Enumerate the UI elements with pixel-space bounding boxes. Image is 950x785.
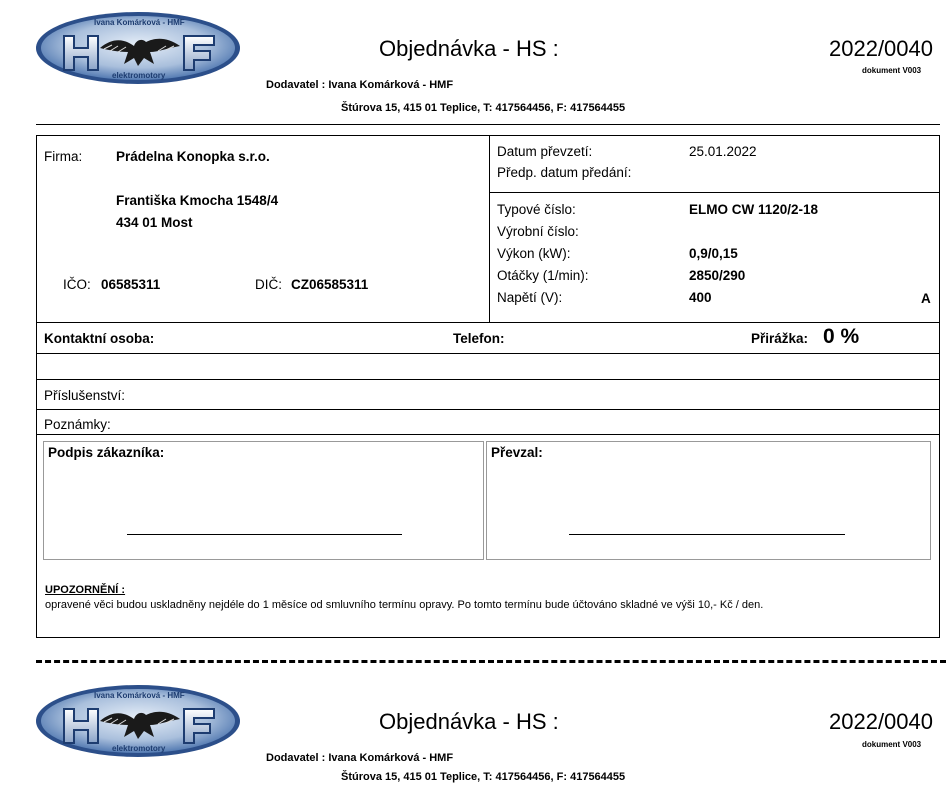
dic-label: DIČ: — [255, 277, 282, 292]
typ-label: Typové číslo: — [497, 202, 576, 217]
supplier-address-copy: Štúrova 15, 415 01 Teplice, T: 417564456, F: 417564455 — [341, 771, 626, 783]
customer-signature-label: Podpis zákazníka: — [48, 445, 165, 460]
otacky-value: 2850/290 — [689, 268, 746, 283]
ico-value: 06585311 — [101, 277, 161, 292]
document-number: 2022/0040 — [829, 36, 933, 61]
vyrobni-label: Výrobní číslo: — [497, 224, 579, 239]
notice-title: UPOZORNĚNÍ : — [45, 584, 126, 596]
customer-street: Františka Kmocha 1548/4 — [116, 193, 279, 208]
customer-signature-line — [127, 534, 402, 535]
kontakt-label: Kontaktní osoba: — [44, 331, 155, 346]
prirazka-label: Přirážka: — [751, 331, 809, 346]
document-code-copy: dokument V003 — [862, 740, 922, 749]
ico-label: IČO: — [63, 277, 91, 292]
supplier-line-copy: Dodavatel : Ivana Komárková - HMF — [266, 752, 454, 764]
logo-top-text: Ivana Komárková - HMF — [94, 18, 185, 27]
typ-value: ELMO CW 1120/2-18 — [689, 202, 819, 217]
logo-top-text-copy: Ivana Komárková - HMF — [94, 691, 185, 700]
logo-bottom-text: elektromotory — [112, 71, 166, 80]
firma-value: Prádelna Konopka s.r.o. — [116, 149, 270, 164]
document-code: dokument V003 — [862, 66, 922, 75]
napeti-value: 400 — [689, 290, 712, 305]
cut-line — [36, 660, 946, 663]
poznamky-label: Poznámky: — [44, 417, 111, 432]
unit-flag: A — [921, 291, 931, 306]
company-logo — [34, 10, 242, 86]
supplier-address: Štúrova 15, 415 01 Teplice, T: 417564456, F: 417564455 — [341, 102, 626, 114]
header-divider — [36, 124, 940, 125]
datum-prevzeti-value: 25.01.2022 — [689, 144, 757, 159]
customer-signature-box — [43, 441, 484, 560]
company-logo-copy — [34, 683, 242, 759]
telefon-label: Telefon: — [453, 331, 505, 346]
firma-label: Firma: — [44, 149, 83, 164]
document-title-copy: Objednávka - HS : — [379, 709, 559, 734]
column-divider — [489, 136, 490, 322]
received-signature-box — [486, 441, 931, 560]
signatures-row-top — [37, 434, 939, 435]
otacky-label: Otáčky (1/min): — [497, 268, 589, 283]
prislusenstvi-row-top — [37, 379, 939, 380]
prirazka-value: 0 % — [823, 325, 860, 348]
napeti-label: Napětí (V): — [497, 290, 563, 305]
empty-row-top — [37, 353, 939, 354]
dic-value: CZ06585311 — [291, 277, 369, 292]
prislusenstvi-label: Příslušenství: — [44, 388, 126, 403]
poznamky-row-top — [37, 409, 939, 410]
received-signature-label: Převzal: — [491, 445, 543, 460]
logo-bottom-text-copy: elektromotory — [112, 744, 166, 753]
vykon-label: Výkon (kW): — [497, 246, 571, 261]
datum-predani-label: Předp. datum předání: — [497, 165, 632, 180]
document-number-copy: 2022/0040 — [829, 709, 933, 734]
datum-prevzeti-label: Datum převzetí: — [497, 144, 593, 159]
received-signature-line — [569, 534, 845, 535]
contact-row-top — [37, 322, 939, 323]
order-form — [36, 135, 940, 638]
document-title: Objednávka - HS : — [379, 36, 559, 61]
dates-divider — [489, 192, 940, 193]
vykon-value: 0,9/0,15 — [689, 246, 738, 261]
notice-text: opravené věci budou uskladněny nejdéle do 1 měsíce od smluvního termínu opravy. Po tomto termínu bude účtováno skladné ve výši 10,- Kč / den. — [45, 599, 764, 611]
customer-city: 434 01 Most — [116, 215, 193, 230]
supplier-line: Dodavatel : Ivana Komárková - HMF — [266, 79, 454, 91]
